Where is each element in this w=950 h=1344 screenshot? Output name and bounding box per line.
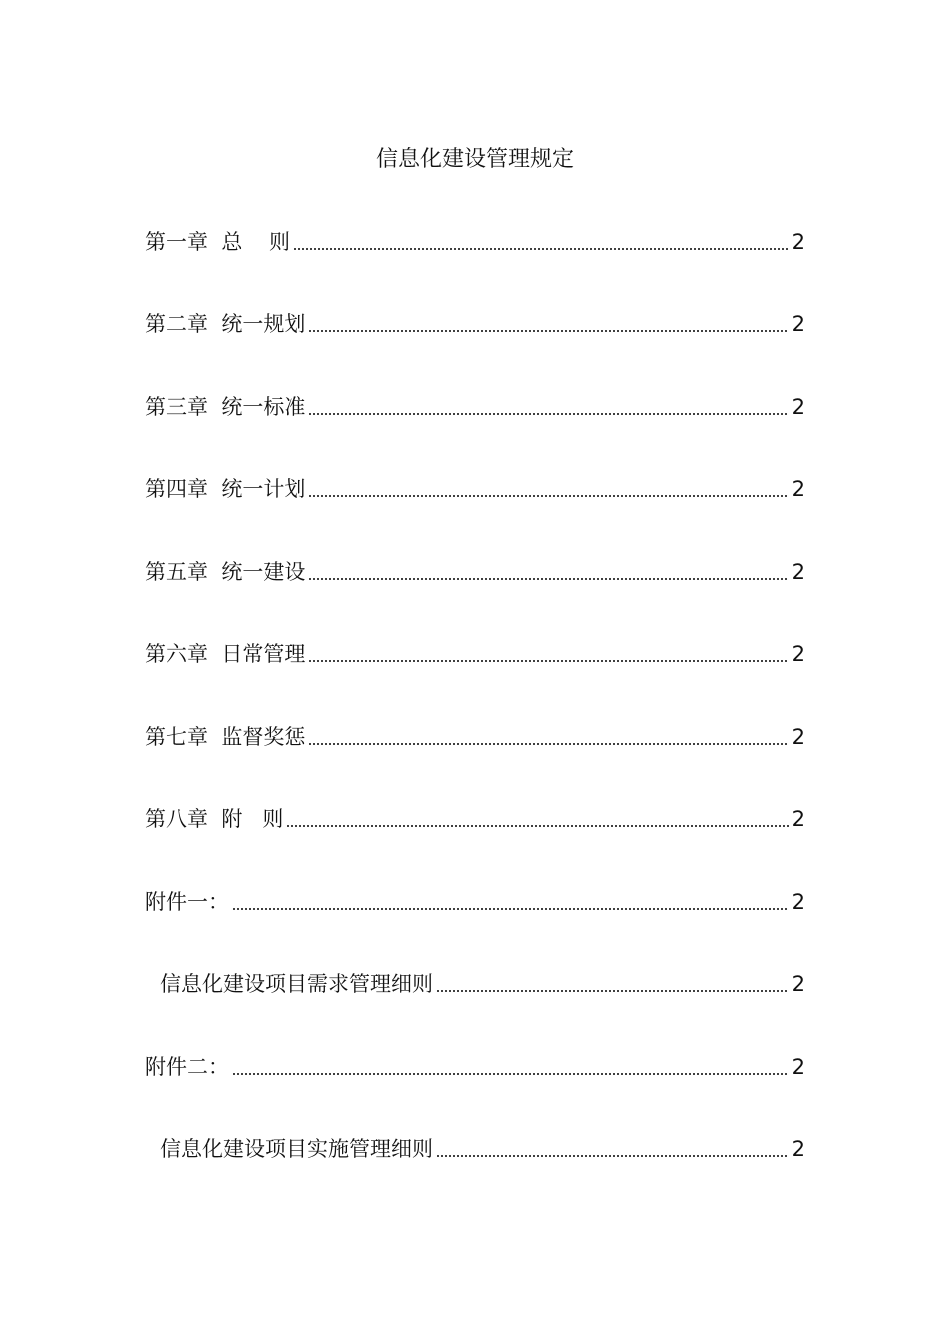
toc-entry-chapter-6[interactable] xyxy=(145,636,805,672)
document-title: 信息化建设管理规定 xyxy=(375,147,574,172)
toc-page-number: 2 xyxy=(791,972,805,996)
toc-entry-label: 信息化建设项目实施管理细则 xyxy=(160,1137,433,1161)
toc-dot-leader xyxy=(308,738,788,746)
toc-page-number: 2 xyxy=(791,312,805,336)
toc-page-number: 2 xyxy=(791,807,805,831)
toc-dot-leader xyxy=(232,1068,789,1076)
toc-page-number: 2 xyxy=(791,560,805,584)
toc-dot-leader xyxy=(286,820,788,828)
toc-entry-label: 第一章 总 则 xyxy=(145,230,291,254)
toc-page-number: 2 xyxy=(791,642,805,666)
toc-dot-leader xyxy=(308,573,788,581)
toc-page-number: 2 xyxy=(791,395,805,419)
toc-page-number: 2 xyxy=(791,477,805,501)
toc-page-number: 2 xyxy=(791,1055,805,1079)
toc-entry-chapter-3[interactable] xyxy=(145,389,805,425)
toc-entry-chapter-2[interactable] xyxy=(145,306,805,342)
toc-entry-chapter-5[interactable] xyxy=(145,554,805,590)
toc-dot-leader xyxy=(293,243,789,251)
toc-entry-label: 第六章 日常管理 xyxy=(145,642,306,666)
toc-entry-label: 第七章 监督奖惩 xyxy=(145,725,306,749)
toc-entry-label: 第二章 统一规划 xyxy=(145,312,306,336)
toc-page-number: 2 xyxy=(791,890,805,914)
toc-entry-chapter-8[interactable] xyxy=(145,801,805,837)
toc-entry-appendix-1-title[interactable] xyxy=(160,966,805,1002)
toc-entry-label: 第五章 统一建设 xyxy=(145,560,306,584)
toc-dot-leader xyxy=(308,655,788,663)
toc-page-number: 2 xyxy=(791,725,805,749)
toc-entry-label: 附件一： xyxy=(145,890,229,914)
toc-dot-leader xyxy=(308,325,788,333)
toc-entry-chapter-4[interactable] xyxy=(145,471,805,507)
toc-entry-appendix-2-title[interactable] xyxy=(160,1131,805,1167)
toc-entry-label: 信息化建设项目需求管理细则 xyxy=(160,972,433,996)
toc-entry-label: 第四章 统一计划 xyxy=(145,477,306,501)
toc-entry-label: 第八章 附 则 xyxy=(145,807,284,831)
toc-entry-appendix-1[interactable] xyxy=(145,884,805,920)
toc-entry-label: 附件二： xyxy=(145,1055,229,1079)
toc-page-number: 2 xyxy=(791,1137,805,1161)
toc-entry-appendix-2[interactable] xyxy=(145,1049,805,1085)
toc-dot-leader xyxy=(436,985,789,993)
toc-dot-leader xyxy=(436,1150,789,1158)
toc-entry-chapter-7[interactable] xyxy=(145,719,805,755)
toc-entry-label: 第三章 统一标准 xyxy=(145,395,306,419)
toc-page-number: 2 xyxy=(791,230,805,254)
toc-dot-leader xyxy=(308,408,788,416)
toc-dot-leader xyxy=(308,490,788,498)
toc-dot-leader xyxy=(232,903,789,911)
toc-entry-chapter-1[interactable] xyxy=(145,224,805,260)
